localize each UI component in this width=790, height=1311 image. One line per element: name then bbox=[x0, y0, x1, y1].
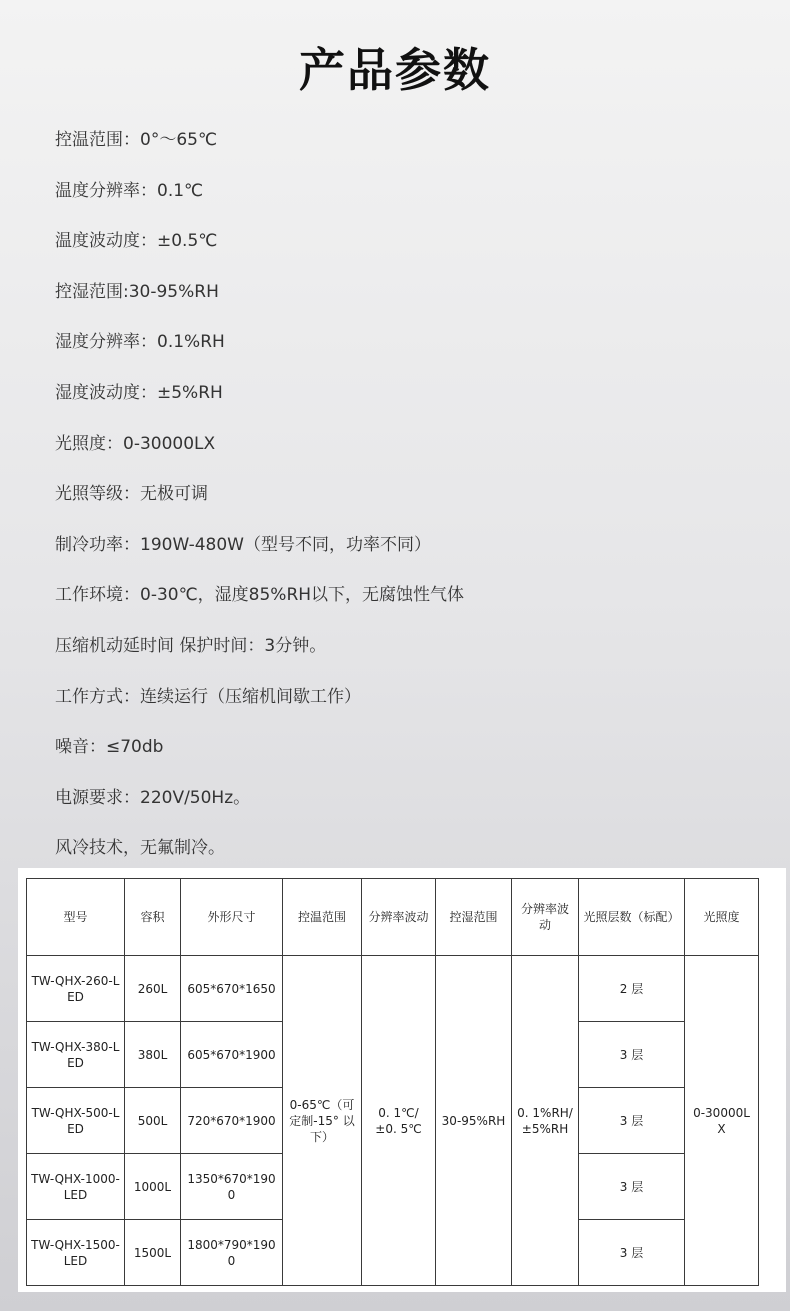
spec-item: 噪音：≤70db bbox=[55, 737, 164, 758]
cell-light-layers: 3 层 bbox=[579, 1088, 685, 1154]
cell-humidity-resolution: 0. 1%RH/ ±5%RH bbox=[512, 956, 579, 1286]
spec-item: 光照等级：无极可调 bbox=[55, 484, 208, 505]
cell-model: TW-QHX-260-LED bbox=[27, 956, 125, 1022]
cell-size: 1350*670*1900 bbox=[181, 1154, 283, 1220]
cell-volume: 380L bbox=[125, 1022, 181, 1088]
cell-temp-resolution: 0. 1℃/ ±0. 5℃ bbox=[362, 956, 436, 1286]
cell-light-layers: 2 层 bbox=[579, 956, 685, 1022]
header-illuminance: 光照度 bbox=[685, 879, 759, 956]
spec-item: 压缩机动延时间 保护时间：3分钟。 bbox=[55, 635, 327, 656]
cell-volume: 260L bbox=[125, 956, 181, 1022]
spec-item: 制冷功率：190W-480W（型号不同，功率不同） bbox=[55, 534, 431, 555]
cell-size: 720*670*1900 bbox=[181, 1088, 283, 1154]
spec-table-panel bbox=[18, 868, 786, 1292]
cell-illuminance: 0-30000LX bbox=[685, 956, 759, 1286]
cell-model: TW-QHX-500-LED bbox=[27, 1088, 125, 1154]
cell-light-layers: 3 层 bbox=[579, 1154, 685, 1220]
spec-item: 湿度分辨率：0.1%RH bbox=[55, 332, 225, 353]
header-light-layers: 光照层数（标配） bbox=[579, 879, 685, 956]
spec-item: 控湿范围:30-95%RH bbox=[55, 281, 219, 302]
cell-size: 605*670*1900 bbox=[181, 1022, 283, 1088]
spec-item: 温度波动度：±0.5℃ bbox=[55, 231, 218, 252]
cell-light-layers: 3 层 bbox=[579, 1220, 685, 1286]
table-row bbox=[27, 956, 759, 1022]
cell-volume: 1000L bbox=[125, 1154, 181, 1220]
cell-humidity-range: 30-95%RH bbox=[436, 956, 512, 1286]
cell-temp-range: 0-65℃（可定制-15° 以下） bbox=[283, 956, 362, 1286]
spec-item: 工作方式：连续运行（压缩机间歇工作） bbox=[55, 686, 361, 707]
cell-model: TW-QHX-380-LED bbox=[27, 1022, 125, 1088]
header-model: 型号 bbox=[27, 879, 125, 956]
spec-item: 电源要求：220V/50Hz。 bbox=[55, 787, 251, 808]
spec-item: 风冷技术，无氟制冷。 bbox=[55, 838, 225, 859]
spec-item: 控温范围：0°～65℃ bbox=[55, 130, 218, 150]
spec-item: 湿度波动度：±5%RH bbox=[55, 382, 223, 403]
cell-volume: 500L bbox=[125, 1088, 181, 1154]
spec-list bbox=[55, 124, 464, 883]
cell-size: 1800*790*1900 bbox=[181, 1220, 283, 1286]
spec-table bbox=[26, 878, 759, 1286]
page-title: 产品参数 bbox=[299, 43, 491, 97]
header-size: 外形尺寸 bbox=[181, 879, 283, 956]
header-humidity-range: 控湿范围 bbox=[436, 879, 512, 956]
header-humidity-resolution: 分辨率波动 bbox=[512, 879, 579, 956]
cell-model: TW-QHX-1500-LED bbox=[27, 1220, 125, 1286]
cell-model: TW-QHX-1000-LED bbox=[27, 1154, 125, 1220]
cell-size: 605*670*1650 bbox=[181, 956, 283, 1022]
cell-volume: 1500L bbox=[125, 1220, 181, 1286]
cell-light-layers: 3 层 bbox=[579, 1022, 685, 1088]
spec-item: 光照度：0-30000LX bbox=[55, 433, 216, 454]
table-header-row bbox=[27, 879, 759, 956]
header-temp-resolution: 分辨率波动 bbox=[362, 879, 436, 956]
spec-item: 工作环境：0-30℃，湿度85%RH以下，无腐蚀性气体 bbox=[55, 585, 465, 606]
header-volume: 容积 bbox=[125, 879, 181, 956]
spec-item: 温度分辨率：0.1℃ bbox=[55, 180, 204, 201]
header-temp-range: 控温范围 bbox=[283, 879, 362, 956]
